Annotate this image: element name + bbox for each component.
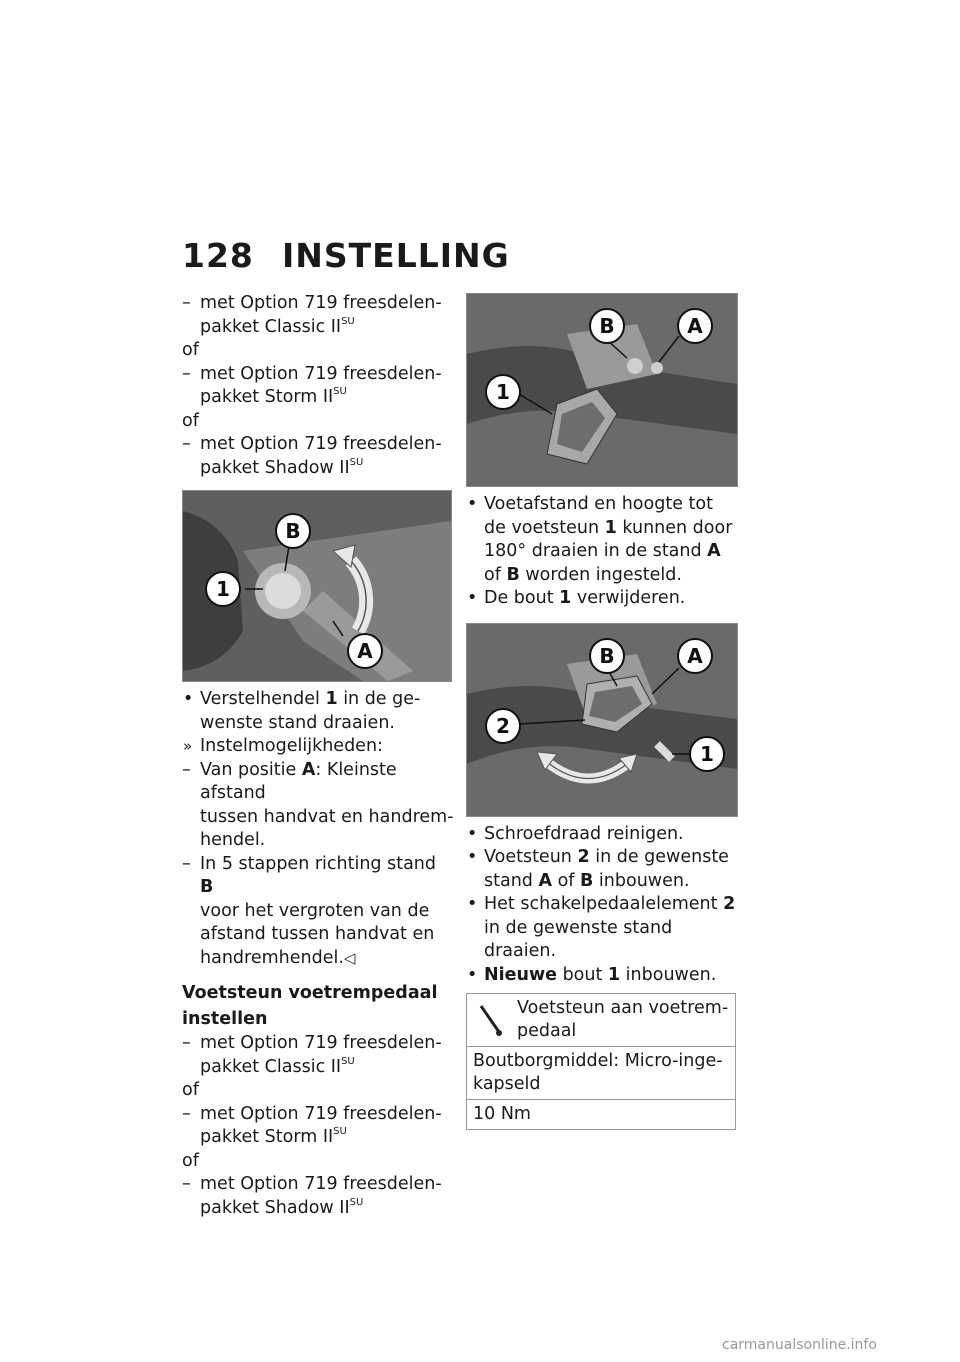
spec-row-torque: 10 Nm xyxy=(467,1100,736,1130)
label-1: 1 xyxy=(496,380,510,404)
option-or: of xyxy=(182,340,199,360)
footrest-figure-1 xyxy=(466,293,738,487)
option-item: – met Option 719 freesdelen- xyxy=(182,1103,454,1127)
step-footrest-info: • Voetafstand en hoogte tot xyxy=(466,493,738,517)
wrench-icon xyxy=(477,1002,507,1049)
option-or: of xyxy=(182,410,199,431)
position-a: – Van positie A: Kleinste afstand xyxy=(182,759,454,806)
end-mark-icon: ◁ xyxy=(343,948,356,967)
option-or: of xyxy=(182,1080,199,1100)
option-item: – met Option 719 freesdelen- xyxy=(182,363,454,387)
footrest-figure-2 xyxy=(466,623,738,817)
step-rotate-element: • Het schakelpedaalelement 2 xyxy=(466,893,738,917)
option-or: of xyxy=(182,1150,199,1171)
option-item: – met Option 719 freesdelen- xyxy=(182,292,454,316)
label-1: 1 xyxy=(700,741,714,766)
spec-row-threadlocker: Boutborgmiddel: Micro-inge-kapseld xyxy=(467,1047,736,1100)
option-list-2: – met Option 719 freesdelen- pakket Classic $II^{SU}$ of – met Option 719 freesdelen- pakket Storm $II^{SU}$ of – met Option 719 freesdelen- pakket Shadow $II^{SU}$ xyxy=(182,1032,454,1220)
result-label: » Instelmogelijkheden: xyxy=(182,735,454,759)
watermark: carmanualsonline.info xyxy=(722,1337,877,1353)
section-heading: Voetsteun voetrempedaal xyxy=(182,983,438,1003)
spec-title: Voetsteun aan voetrem- pedaal xyxy=(467,994,736,1047)
option-item: – met Option 719 freesdelen- xyxy=(182,1032,454,1056)
brake-lever-figure xyxy=(182,490,452,682)
step-adjust-lever: • Verstelhendel 1 in de ge- xyxy=(182,688,454,712)
option-item: – met Option 719 freesdelen- xyxy=(182,1173,454,1197)
step-clean-thread: • Schroefdraad reinigen. xyxy=(466,823,738,847)
label-b: B xyxy=(285,519,301,543)
page-number: 128 xyxy=(182,236,254,275)
label-b: B xyxy=(599,643,615,668)
label-a: A xyxy=(687,643,703,668)
page-title: INSTELLING xyxy=(282,236,510,275)
option-item: – met Option 719 freesdelen- xyxy=(182,433,454,457)
option-list-1: – met Option 719 freesdelen- pakket Classic $II^{SU}$ of – met Option 719 freesdelen- pakket Storm $II^{SU}$ of – met Option 719 freesdelen- pakket Shadow $II^{SU}$ xyxy=(182,292,454,480)
right-column: B A 1 • Voetafstand en hoogte tot de voetsteun 1 kunnen door 180° draaien in de stand A of B worden ingesteld. • De bout 1 verwijderen. B A 2 1 • Schroefdraad reinigen. • Voetsteun 2 in de gewenste stand A of B inbouwen. • Het schakelpedaalelement 2 in de gewenste stand draaien. • Nieuwe bout 1 inbouwen. Voetsteun aan voetrem- pedaal Boutborgmiddel: Micro-inge-kapseld 10 Nm xyxy=(466,293,738,1130)
step-install-footrest: • Voetsteun 2 in de gewenste xyxy=(466,846,738,870)
label-a: A xyxy=(687,314,703,338)
label-b: B xyxy=(599,314,615,338)
left-column: – met Option 719 freesdelen- pakket Classic $II^{SU}$ of – met Option 719 freesdelen- pakket Storm $II^{SU}$ of – met Option 719 freesdelen- pakket Shadow $II^{SU}$ B 1 A • Verstelhendel 1 in de ge- wenste stand draaien. » Instelmogelijkheden: – Van positie A: Kleinste afstand tussen handvat en handrem- hendel. – In 5 stappen richting stand B voor het vergroten van de afstand tussen handvat en handremhendel.◁ Voetsteun voetrempedaal instellen – met Option 719 freesdelen- pakket Classic $II^{SU}$ of – met Option 719 freesdelen- pakket Storm $II^{SU}$ of – met Option 719 freesdelen- pakket Shadow $II^{SU}$ xyxy=(182,292,454,1220)
torque-spec-table xyxy=(466,993,736,1130)
step-remove-bolt: • De bout 1 verwijderen. xyxy=(466,587,738,611)
label-1: 1 xyxy=(216,577,230,601)
position-b: – In 5 stappen richting stand B xyxy=(182,853,454,900)
label-a: A xyxy=(357,639,373,663)
label-2: 2 xyxy=(496,713,510,738)
step-install-bolt: • Nieuwe bout 1 inbouwen. xyxy=(466,964,738,988)
page-header xyxy=(182,236,510,275)
